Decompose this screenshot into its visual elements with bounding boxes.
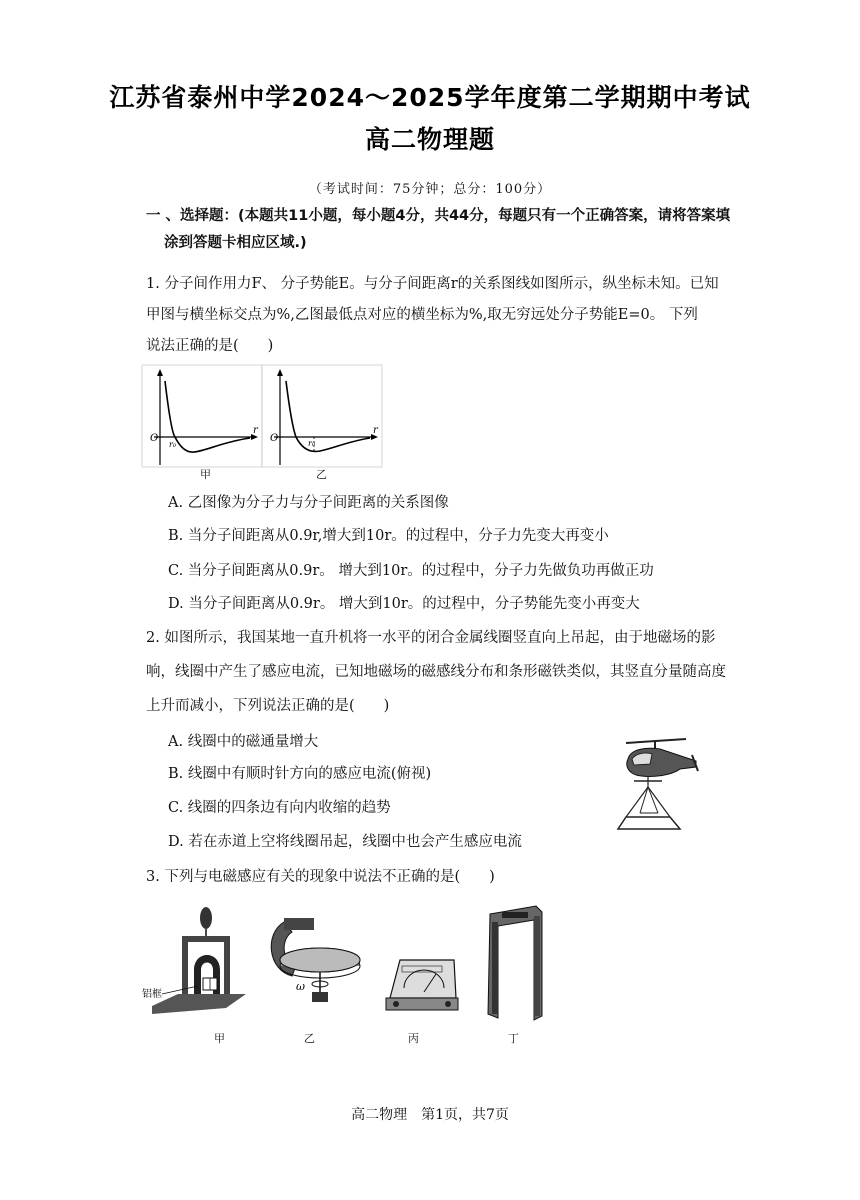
q3-figure-yi xyxy=(266,914,366,1014)
r0-label: r₀ xyxy=(308,439,316,448)
q1-option-d: D. 当分子间距离从0.9r。 增大到10r。的过程中，分子势能先变小再变大 xyxy=(168,596,640,612)
q3-stem: 3. 下列与电磁感应有关的现象中说法不正确的是( ) xyxy=(146,869,495,885)
page-footer: 高二物理 第1页，共7页 xyxy=(351,1107,509,1123)
q1-option-b: B. 当分子间距离从0.9r,增大到10r。的过程中，分子力先变大再变小 xyxy=(168,528,609,544)
q1-stem-line2: 甲图与横坐标交点为%,乙图最低点对应的横坐标为%,取无穷远处分子势能E=0。 下列 xyxy=(146,307,698,323)
q3-figure-ding xyxy=(482,904,548,1022)
q1-option-a: A. 乙图像为分子力与分子间距离的关系图像 xyxy=(168,495,449,511)
q1-option-c: C. 当分子间距离从0.9r。 增大到10r。的过程中，分子力先做负功再做正功 xyxy=(168,563,654,579)
exam-title: 江苏省泰州中学2024～2025学年度第二学期期中考试 xyxy=(109,83,751,112)
section-heading-line1: 一 、选择题：(本题共11小题，每小题4分，共44分，每题只有一个正确答案，请将答案填 xyxy=(146,208,731,224)
q3-figure-jia xyxy=(142,906,252,1026)
r-axis-label: r xyxy=(253,425,258,436)
q1-caption-yi: 乙 xyxy=(316,468,327,481)
q1-stem-line3: 说法正确的是( ) xyxy=(146,338,274,354)
q3-caption-ding: 丁 xyxy=(508,1032,519,1045)
aluminum-frame-label: 铝框 xyxy=(142,989,162,1000)
r-axis-label: r xyxy=(373,425,378,436)
force-curve xyxy=(165,381,250,452)
q2-option-d: D. 若在赤道上空将线圈吊起，线圈中也会产生感应电流 xyxy=(168,834,522,850)
q2-stem-line3: 上升而减小，下列说法正确的是( ) xyxy=(146,698,390,714)
q2-option-c: C. 线圈的四条边有向内收缩的趋势 xyxy=(168,800,391,816)
q3-figure-bing xyxy=(384,954,460,1020)
origin-label: O xyxy=(270,433,279,444)
q1-caption-jia: 甲 xyxy=(200,468,211,481)
potential-curve xyxy=(286,381,370,451)
exam-subtitle: 高二物理题 xyxy=(364,125,495,154)
r0-label: r₀ xyxy=(169,440,177,449)
exam-info: （考试时间：75分钟；总分：100分） xyxy=(308,182,552,197)
section-heading-line2: 涂到答题卡相应区域.) xyxy=(164,235,307,251)
q2-option-b: B. 线圈中有顺时针方向的感应电流(俯视) xyxy=(168,766,432,782)
helicopter-figure xyxy=(600,733,710,835)
q1-figure-jia xyxy=(142,365,262,467)
q3-caption-yi: 乙 xyxy=(304,1032,315,1045)
q1-figure-yi xyxy=(262,365,382,467)
q2-stem-line2: 响，线圈中产生了感应电流，已知地磁场的磁感线分布和条形磁铁类似，其竖直分量随高度 xyxy=(146,664,726,680)
omega-label: ω xyxy=(296,980,305,993)
q1-stem-line1: 1. 分子间作用力F、 分子势能E。与分子间距离r的关系图线如图所示，纵坐标未知。已知 xyxy=(146,276,719,292)
metal-coil xyxy=(618,817,680,829)
q3-caption-bing: 丙 xyxy=(408,1032,419,1045)
q2-option-a: A. 线圈中的磁通量增大 xyxy=(168,734,319,750)
origin-label: O xyxy=(150,433,159,444)
q2-stem-line1: 2. 如图所示，我国某地一直升机将一水平的闭合金属线圈竖直向上吊起，由于地磁场的影 xyxy=(146,630,716,646)
q3-caption-jia: 甲 xyxy=(214,1032,225,1045)
